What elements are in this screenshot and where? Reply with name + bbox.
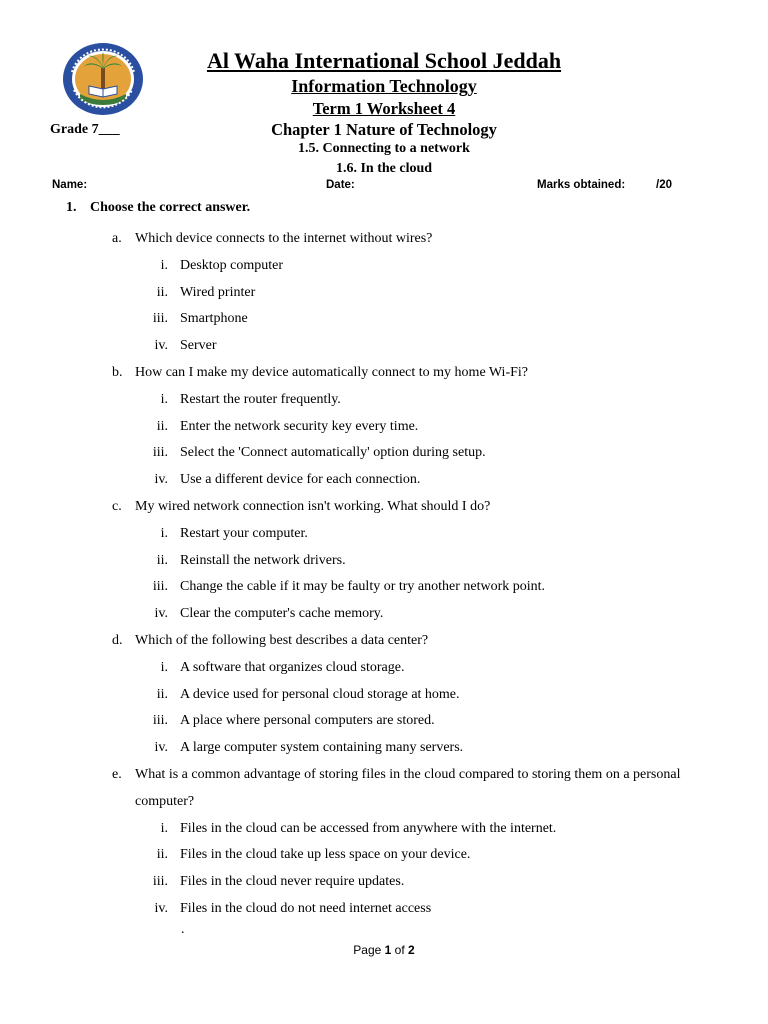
option-numeral: iii.: [152, 445, 168, 461]
answer-option: [0, 467, 768, 494]
question-item: [0, 494, 768, 628]
question-list: [0, 226, 768, 923]
task-heading: [66, 200, 250, 216]
question-letter: b.: [112, 364, 123, 380]
question-text-row: [0, 494, 768, 521]
worksheet-title: Term 1 Worksheet 4: [312, 99, 456, 118]
task-instruction: Choose the correct answer.: [90, 200, 251, 215]
option-text: Wired printer: [180, 284, 256, 300]
option-numeral: iv.: [154, 472, 168, 488]
marks-total: /20: [656, 179, 672, 191]
answer-option: [0, 869, 768, 896]
page-footer: [0, 943, 768, 957]
subject-title: Information Technology: [291, 76, 477, 96]
option-numeral: ii.: [156, 686, 168, 702]
option-text: Select the 'Connect automatically' option during setup.: [180, 445, 486, 461]
option-text: A software that organizes cloud storage.: [180, 659, 405, 675]
option-text: A device used for personal cloud storage at home.: [180, 686, 460, 702]
stray-mark: .: [181, 922, 185, 937]
footer-of-word: of: [394, 943, 405, 957]
option-text: Change the cable if it may be faulty or try another network point.: [180, 579, 546, 595]
answer-option: [0, 574, 768, 601]
answer-option: [0, 601, 768, 628]
footer-page-word: Page: [353, 943, 382, 957]
answer-option: [0, 842, 768, 869]
option-text: Smartphone: [180, 311, 248, 327]
question-text-row: [0, 360, 768, 387]
question-text: Which of the following best describes a data center?: [135, 632, 429, 648]
answer-option: [0, 253, 768, 280]
answer-option: [0, 333, 768, 360]
option-text: Reinstall the network drivers.: [180, 552, 346, 568]
option-numeral: ii.: [156, 847, 168, 863]
question-letter: d.: [112, 632, 123, 648]
option-numeral: iii.: [152, 311, 168, 327]
question-item: [0, 762, 768, 923]
option-numeral: iii.: [152, 713, 168, 729]
option-numeral: i.: [160, 525, 168, 541]
question-item: [0, 226, 768, 360]
question-text: How can I make my device automatically connect to my home Wi-Fi?: [135, 364, 528, 380]
answer-option: [0, 708, 768, 735]
school-name: Al Waha International School Jeddah: [206, 48, 562, 73]
option-numeral: i.: [160, 820, 168, 836]
option-numeral: ii.: [156, 418, 168, 434]
answer-option: [0, 655, 768, 682]
answer-option: [0, 735, 768, 762]
question-item: [0, 628, 768, 762]
option-numeral: iv.: [154, 740, 168, 756]
option-text: Use a different device for each connection.: [180, 472, 421, 488]
option-text: Enter the network security key every time.: [180, 418, 419, 434]
question-letter: a.: [112, 231, 122, 246]
grade-label: Grade 7___: [50, 122, 120, 137]
option-text: A large computer system containing many servers.: [180, 740, 464, 756]
question-letter: e.: [112, 766, 122, 782]
option-text: Files in the cloud take up less space on your device.: [180, 847, 471, 863]
task-number: 1.: [66, 200, 77, 215]
question-text: Which device connects to the internet without wires?: [135, 231, 433, 246]
option-numeral: i.: [160, 257, 168, 273]
answer-option: [0, 816, 768, 843]
option-numeral: iv.: [154, 606, 168, 622]
option-numeral: ii.: [156, 284, 168, 300]
answer-option: [0, 280, 768, 307]
question-item: [0, 360, 768, 494]
option-numeral: iv.: [154, 900, 168, 916]
option-numeral: i.: [160, 659, 168, 675]
option-text: A place where personal computers are stored.: [180, 713, 435, 729]
question-text: My wired network connection isn't working. What should I do?: [135, 498, 491, 514]
answer-option: [0, 548, 768, 575]
name-label: Name:: [52, 179, 88, 191]
option-text: Server: [180, 338, 217, 354]
question-text-row: [0, 628, 768, 655]
option-text: Desktop computer: [180, 257, 284, 273]
date-label: Date:: [326, 179, 355, 191]
option-numeral: iii.: [152, 874, 168, 890]
chapter-title: Chapter 1 Nature of Technology: [271, 120, 497, 139]
option-text: Files in the cloud never require updates.: [180, 874, 405, 890]
answer-option: [0, 521, 768, 548]
option-numeral: i.: [160, 391, 168, 407]
section-title-1: 1.5. Connecting to a network: [298, 141, 470, 156]
marks-label: Marks obtained:: [537, 179, 626, 191]
answer-option: [0, 414, 768, 441]
section-title-2: 1.6. In the cloud: [335, 161, 433, 176]
option-text: Files in the cloud do not need internet access: [180, 900, 432, 916]
option-text: Restart your computer.: [180, 525, 308, 541]
footer-total-pages: 2: [408, 943, 415, 957]
option-text: Clear the computer's cache memory.: [180, 606, 384, 622]
option-numeral: ii.: [156, 552, 168, 568]
answer-option: [0, 440, 768, 467]
option-numeral: iii.: [152, 579, 168, 595]
answer-option: [0, 896, 768, 923]
question-text-row: [0, 226, 768, 253]
option-numeral: iv.: [154, 338, 168, 354]
footer-current-page: 1: [384, 943, 392, 957]
question-letter: c.: [112, 498, 122, 514]
option-text: Files in the cloud can be accessed from anywhere with the internet.: [180, 820, 557, 836]
answer-option: [0, 387, 768, 414]
answer-option: [0, 682, 768, 709]
question-text: What is a common advantage of storing files in the cloud compared to storing them on a personal computer?: [135, 766, 681, 809]
option-text: Restart the router frequently.: [180, 391, 341, 407]
question-text-row: [0, 762, 768, 816]
answer-option: [0, 306, 768, 333]
